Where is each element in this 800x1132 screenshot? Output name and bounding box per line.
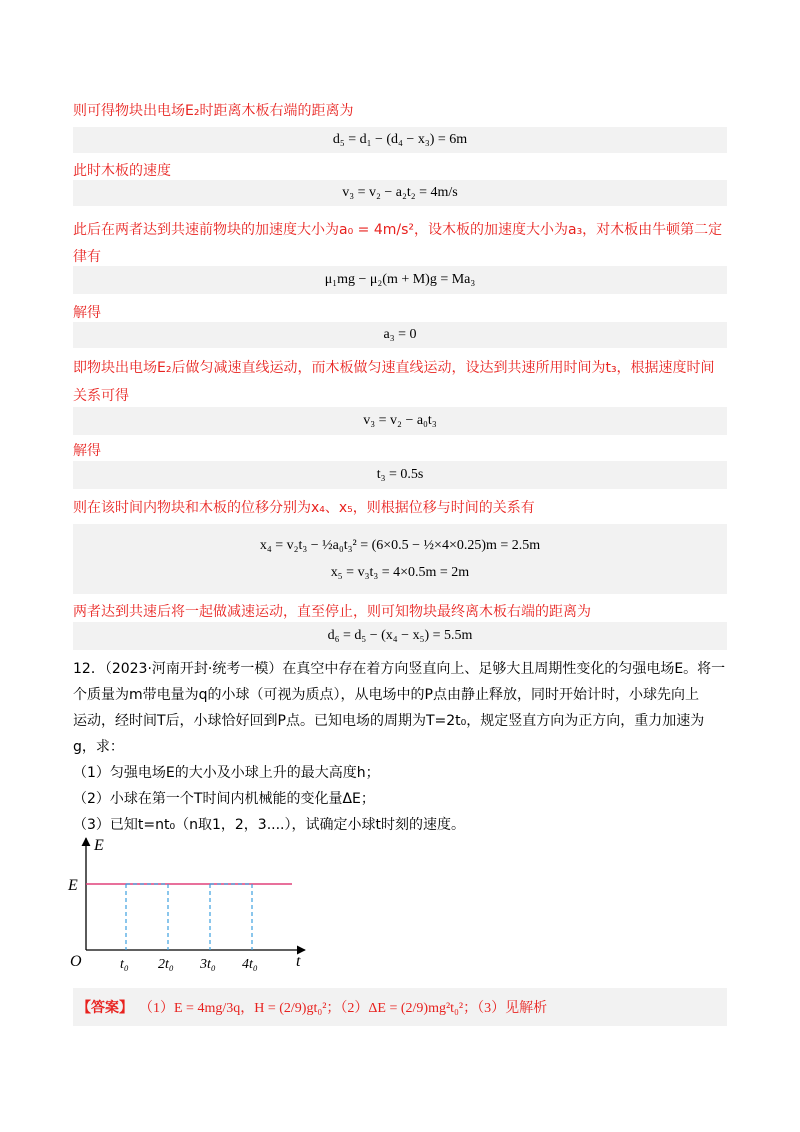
level-label: E xyxy=(68,877,78,894)
x-axis-label: t xyxy=(296,953,301,970)
question-1: （1）匀强电场E的大小及小球上升的最大高度h； xyxy=(73,765,380,781)
solution-text-5b: 关系可得 xyxy=(73,388,129,404)
tick-label-4t0: 4t₀ xyxy=(242,957,258,972)
answer-row xyxy=(73,988,727,1026)
equation-3-text: μ₁mg − μ₂(m + M)g = Ma₃ xyxy=(324,272,476,287)
problem-line-3: 运动，经时间T后，小球恰好回到P点。已知电场的周期为T=2t₀，规定竖直方向为正方向，重力加速为 xyxy=(73,713,705,729)
solution-text-2: 此时木板的速度 xyxy=(73,163,171,179)
solution-text-3b: 律有 xyxy=(73,249,101,265)
equation-4-text: a₃ = 0 xyxy=(383,327,417,342)
equation-4 xyxy=(73,322,727,348)
solution-text-6: 解得 xyxy=(73,443,101,459)
solution-text-5: 即物块出电场E₂后做匀减速直线运动，而木板做匀速直线运动，设达到共速所用时间为t₃，根据速度时间 xyxy=(73,360,715,376)
problem-line-4: g，求： xyxy=(73,739,124,755)
equation-6 xyxy=(73,461,727,489)
y-axis-label: E xyxy=(94,837,104,854)
equation-5-text: v₃ = v₂ − a₀t₃ xyxy=(363,413,437,428)
tick-label-3t0: 3t₀ xyxy=(200,957,216,972)
solution-text-7: 则在该时间内物块和木板的位移分别为x₄、x₅，则根据位移与时间的关系有 xyxy=(73,500,535,516)
equation-1-text: d₅ = d₁ − (d₄ − x₃) = 6m xyxy=(332,132,468,147)
question-3: （3）已知t=nt₀（n取1，2，3....），试确定小球t时刻的速度。 xyxy=(73,817,465,833)
equation-7b-text: x₅ = v₃t₃ = 4×0.5m = 2m xyxy=(330,565,470,580)
equation-5 xyxy=(73,407,727,435)
problem-line-2: 个质量为m带电量为q的小球（可视为质点），从电场中的P点由静止释放，同时开始计时，小球先向上 xyxy=(73,687,699,703)
field-time-graph xyxy=(60,830,320,975)
tick-label-t0: t₀ xyxy=(120,957,129,972)
equation-2 xyxy=(73,180,727,206)
answer-label: 【答案】 xyxy=(77,1000,133,1016)
problem-line-1: 12．（2023·河南开封·统考一模）在真空中存在着方向竖直向上、足够大且周期性变化的匀强电场E。将一 xyxy=(73,661,726,677)
equation-7 xyxy=(73,524,727,594)
solution-text-4: 解得 xyxy=(73,305,101,321)
equation-3 xyxy=(73,266,727,294)
origin-label: O xyxy=(70,953,82,970)
solution-text-3: 此后在两者达到共速前物块的加速度大小为a₀ = 4m/s²，设木板的加速度大小为a₃，对木板由牛顿第二定 xyxy=(73,222,723,238)
solution-text-1: 则可得物块出电场E₂时距离木板右端的距离为 xyxy=(73,103,354,119)
question-2: （2）小球在第一个T时间内机械能的变化量ΔE； xyxy=(73,791,375,807)
solution-text-8: 两者达到共速后将一起做减速运动，直至停止，则可知物块最终离木板右端的距离为 xyxy=(73,604,591,620)
tick-label-2t0: 2t₀ xyxy=(158,957,174,972)
equation-1 xyxy=(73,127,727,153)
answer-text: （1）E = 4mg/3q，H = (2/9)gt₀²；（2）ΔE = (2/9)mg²t₀²；（3）见解析 xyxy=(139,1001,548,1016)
equation-8-text: d₆ = d₅ − (x₄ − x₅) = 5.5m xyxy=(327,628,473,643)
equation-8 xyxy=(73,622,727,650)
equation-2-text: v₃ = v₂ − a₂t₂ = 4m/s xyxy=(342,185,458,200)
equation-7a-text: x₄ = v₂t₃ − ½a₀t₃² = (6×0.5 − ½×4×0.25)m = 2.5m xyxy=(259,538,541,553)
equation-6-text: t₃ = 0.5s xyxy=(376,467,424,482)
